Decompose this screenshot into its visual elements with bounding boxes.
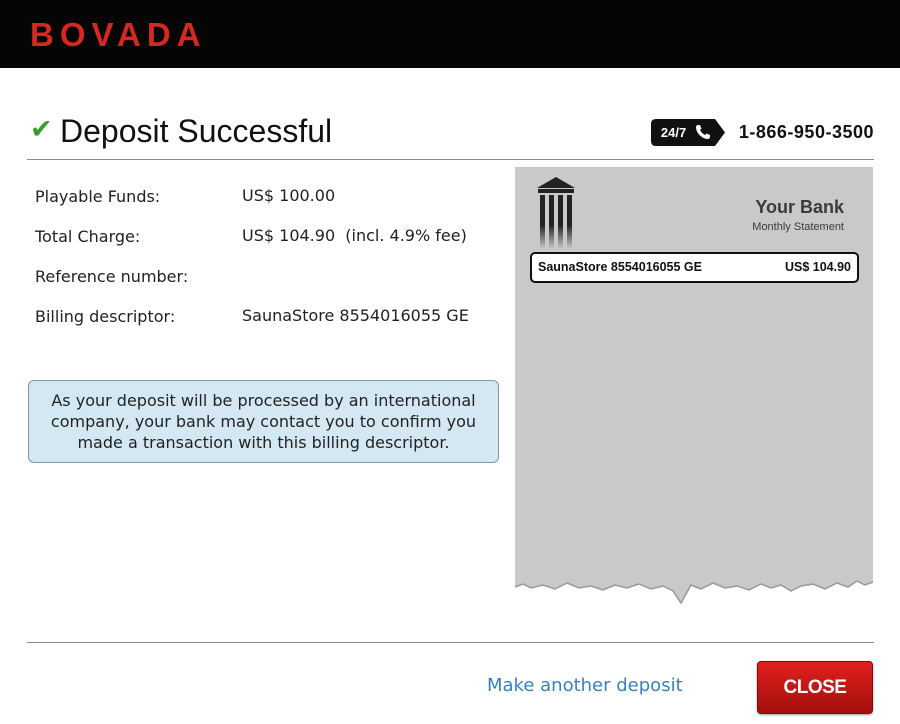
close-button[interactable]: CLOSE (757, 661, 873, 714)
support-contact (651, 118, 874, 146)
bank-building-icon (537, 177, 575, 251)
title-row (28, 112, 874, 152)
bovada-logo (30, 15, 255, 51)
top-bar (0, 0, 900, 68)
make-another-deposit-link[interactable]: Make another deposit (487, 675, 683, 696)
international-notice: As your deposit will be processed by an international company, your bank may contact you to confirm you made a transaction with this billing descriptor. (28, 380, 499, 463)
transaction-descriptor: SaunaStore 8554016055 GE (538, 260, 702, 274)
detail-value: US$ 100.00 (242, 186, 336, 205)
detail-value: SaunaStore 8554016055 GE (242, 306, 469, 325)
bank-statement-illustration (515, 167, 873, 607)
detail-label: Playable Funds: (35, 187, 161, 206)
statement-transaction (530, 252, 859, 283)
detail-row-playable-funds (35, 186, 495, 226)
statement-subtitle: Monthly Statement (752, 221, 844, 233)
detail-label: Total Charge: (35, 227, 141, 246)
page-title: Deposit Successful (60, 113, 333, 149)
logo-text: BOVADA (30, 16, 207, 51)
bottom-divider (27, 642, 874, 643)
detail-row-total-charge (35, 226, 495, 266)
support-badge (651, 119, 725, 146)
statement-bank-name: Your Bank (755, 197, 844, 217)
support-badge-label: 24/7 (660, 124, 687, 140)
detail-label: Billing descriptor: (35, 307, 176, 326)
top-divider (27, 159, 874, 160)
detail-label: Reference number: (35, 267, 189, 286)
checkmark-icon: ✔ (30, 114, 53, 145)
detail-row-billing-descriptor (35, 306, 495, 366)
deposit-details (35, 186, 495, 366)
detail-value: US$ 104.90 (incl. 4.9% fee) (242, 226, 467, 245)
phone-icon (695, 124, 711, 140)
detail-row-reference-number (35, 266, 495, 306)
support-phone-number: 1-866-950-3500 (738, 121, 874, 142)
transaction-amount: US$ 104.90 (784, 260, 851, 274)
